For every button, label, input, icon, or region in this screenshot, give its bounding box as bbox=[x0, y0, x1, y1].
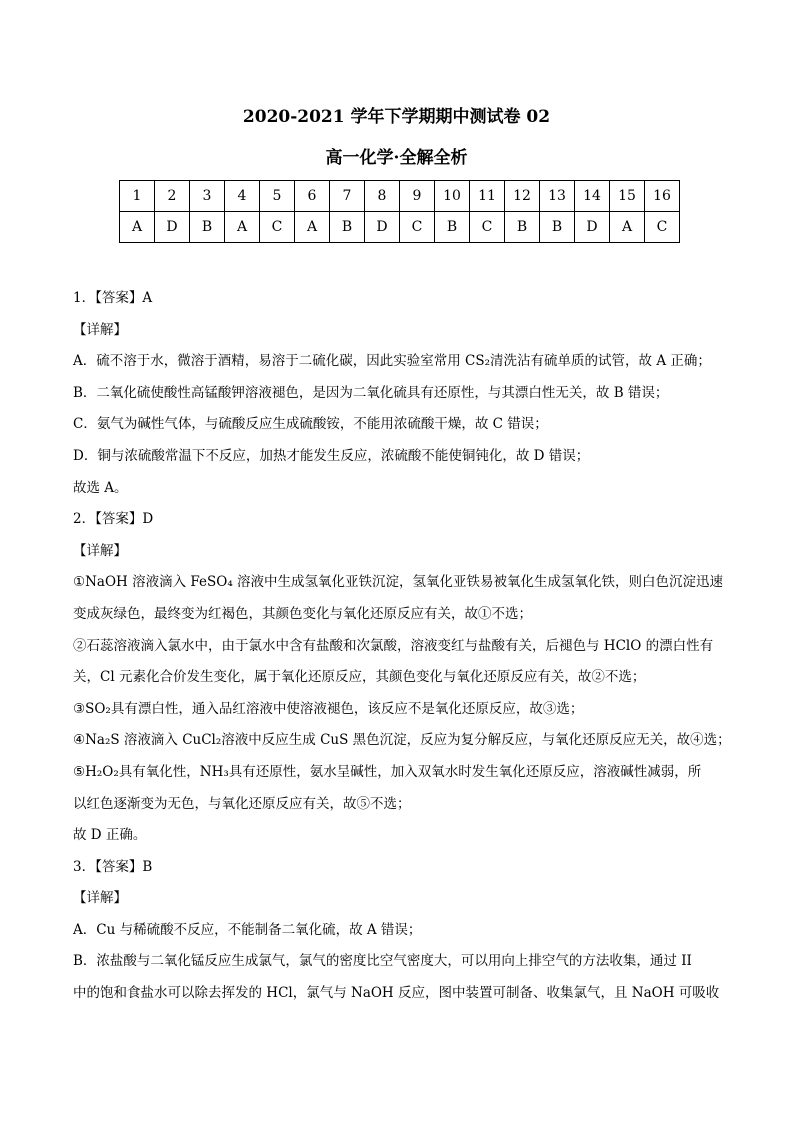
question-number-cell: 6 bbox=[295, 181, 330, 212]
detail-heading: 【详解】 bbox=[73, 890, 127, 907]
text-line: B．二氧化硫使酸性高锰酸钾溶液褪色，是因为二氧化硫具有还原性，与其漂白性无关，故 B 错误； bbox=[73, 384, 669, 401]
text-line: A．Cu 与稀硫酸不反应，不能制备二氧化硫，故 A 错误； bbox=[73, 921, 422, 938]
question-number-cell: 16 bbox=[645, 181, 680, 212]
page-title: 2020-2021 学年下学期期中测试卷 02 bbox=[242, 107, 551, 127]
text-line: C．氨气为碱性气体，与硫酸反应生成硫酸铵，不能用浓硫酸干燥，故 C 错误； bbox=[73, 416, 548, 433]
question-number-cell: 9 bbox=[400, 181, 435, 212]
answer-table-answer-row bbox=[120, 212, 680, 243]
answer-cell: A bbox=[610, 212, 645, 243]
answer-cell: C bbox=[260, 212, 295, 243]
answer-cell: B bbox=[330, 212, 365, 243]
answer-cell: C bbox=[400, 212, 435, 243]
page-subtitle: 高一化学·全解全析 bbox=[325, 148, 468, 168]
answer-cell: A bbox=[225, 212, 260, 243]
text-line: 故 D 正确。 bbox=[73, 827, 147, 844]
detail-heading: 【详解】 bbox=[73, 321, 127, 338]
answer-table-number-row bbox=[120, 181, 680, 212]
text-line: 故选 A。 bbox=[73, 479, 128, 496]
answer-heading: 3．【答案】B bbox=[73, 858, 153, 875]
answer-cell: C bbox=[470, 212, 505, 243]
question-number-cell: 15 bbox=[610, 181, 645, 212]
text-line: ④Na₂S 溶液滴入 CuCl₂溶液中反应生成 CuS 黑色沉淀，反应为复分解反应，与氧化还原反应无关，故④选； bbox=[73, 732, 731, 749]
answer-cell: B bbox=[505, 212, 540, 243]
answer-cell: C bbox=[645, 212, 680, 243]
answer-cell: D bbox=[155, 212, 190, 243]
question-number-cell: 5 bbox=[260, 181, 295, 212]
text-line: 变成灰绿色，最终变为红褐色，其颜色变化与氧化还原反应有关，故①不选； bbox=[73, 605, 532, 622]
text-line: ①NaOH 溶液滴入 FeSO₄ 溶液中生成氢氧化亚铁沉淀，氢氧化亚铁易被氧化生成氢氧化铁，则白色沉淀迅速 bbox=[73, 574, 724, 591]
question-number-cell: 1 bbox=[120, 181, 155, 212]
question-number-cell: 7 bbox=[330, 181, 365, 212]
question-number-cell: 10 bbox=[435, 181, 470, 212]
answer-heading: 1．【答案】A bbox=[73, 290, 153, 306]
answer-table bbox=[119, 180, 680, 243]
answer-cell: A bbox=[295, 212, 330, 243]
text-line: ②石蕊溶液滴入氯水中，由于氯水中含有盐酸和次氯酸，溶液变红与盐酸有关，后褪色与 HClO 的漂白性有 bbox=[73, 637, 714, 654]
question-number-cell: 11 bbox=[470, 181, 505, 212]
question-number-cell: 2 bbox=[155, 181, 190, 212]
question-number-cell: 4 bbox=[225, 181, 260, 212]
text-line: ③SO₂具有漂白性，通入品红溶液中使溶液褪色，该反应不是氧化还原反应，故③选； bbox=[73, 700, 584, 717]
text-line: ⑤H₂O₂具有氧化性，NH₃具有还原性，氨水呈碱性，加入双氧水时发生氧化还原反应，溶液碱性减弱，所 bbox=[73, 763, 702, 780]
answer-cell: B bbox=[190, 212, 225, 243]
text-line: B．浓盐酸与二氧化锰反应生成氯气，氯气的密度比空气密度大，可以用向上排空气的方法收集，通过 II bbox=[73, 953, 692, 970]
text-line: 以红色逐渐变为无色，与氧化还原反应有关，故⑤不选； bbox=[73, 795, 411, 812]
text-line: 中的饱和食盐水可以除去挥发的 HCl，氯气与 NaOH 反应，图中装置可制备、收集氯气，且 NaOH 可吸收 bbox=[73, 985, 720, 1002]
explanation-body bbox=[73, 283, 733, 1010]
question-number-cell: 13 bbox=[540, 181, 575, 212]
text-line: A．硫不溶于水，微溶于酒精，易溶于二硫化碳，因此实验室常用 CS₂清洗沾有硫单质的试管，故 A 正确； bbox=[73, 353, 711, 370]
text-line: 关，Cl 元素化合价发生变化，属于氧化还原反应，其颜色变化与氧化还原反应有关，故②不选； bbox=[73, 669, 646, 686]
question-number-cell: 12 bbox=[505, 181, 540, 212]
answer-cell: B bbox=[540, 212, 575, 243]
text-line: D．铜与浓硫酸常温下不反应，加热才能发生反应，浓硫酸不能使铜钝化，故 D 错误； bbox=[73, 447, 590, 464]
answer-cell: D bbox=[365, 212, 400, 243]
detail-heading: 【详解】 bbox=[73, 542, 127, 559]
question-number-cell: 3 bbox=[190, 181, 225, 212]
answer-cell: D bbox=[575, 212, 610, 243]
answer-cell: B bbox=[435, 212, 470, 243]
question-number-cell: 8 bbox=[365, 181, 400, 212]
answer-heading: 2．【答案】D bbox=[73, 511, 154, 528]
answer-cell: A bbox=[120, 212, 155, 243]
question-number-cell: 14 bbox=[575, 181, 610, 212]
